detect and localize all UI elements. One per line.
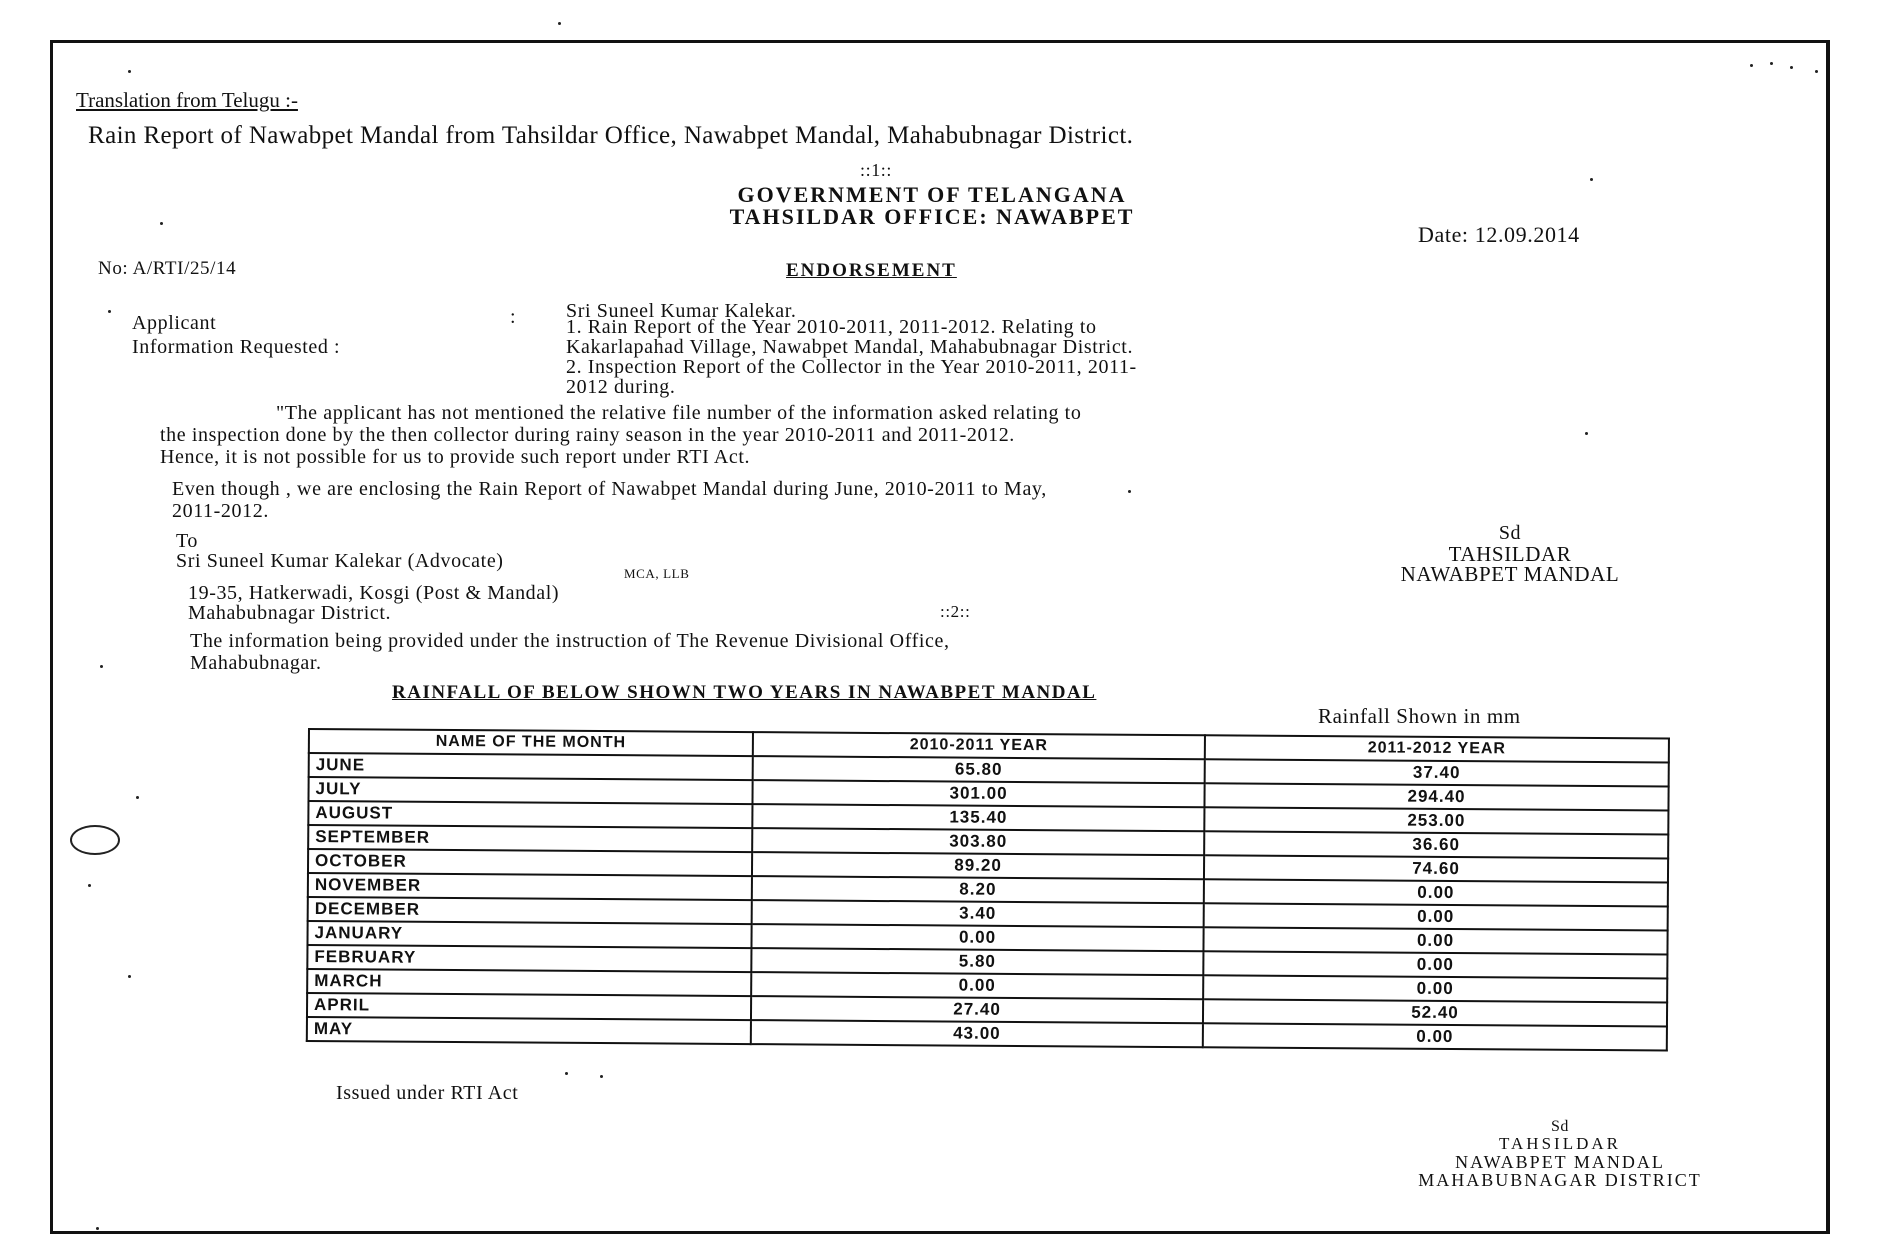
office-heading: TAHSILDAR OFFICE: NAWABPET <box>729 204 1135 229</box>
applicant-colon: : <box>510 306 517 328</box>
rainfall-2010-2011-cell: 89.20 <box>752 852 1204 879</box>
applicant-label: Applicant <box>132 312 217 334</box>
month-cell: MARCH <box>307 969 751 996</box>
info-requested-label: Information Requested : <box>132 336 341 358</box>
rainfall-2011-2012-cell: 37.40 <box>1205 759 1669 786</box>
table-title: RAINFALL OF BELOW SHOWN TWO YEARS IN NAWABPET MANDAL <box>392 682 1097 703</box>
info-requested-line-2: Kakarlapahad Village, Nawabpet Mandal, Mahabubnagar District. <box>566 336 1134 358</box>
paragraph-1-line-2: the inspection done by the then collector during rainy season in the year 2010-2011 and 2011-2012. <box>160 424 1015 446</box>
document-date: Date: 12.09.2014 <box>1418 222 1580 247</box>
rainfall-2010-2011-cell: 5.80 <box>751 948 1203 975</box>
rainfall-2011-2012-cell: 0.00 <box>1203 951 1667 978</box>
government-heading: GOVERNMENT OF TELANGANA <box>737 182 1127 207</box>
month-cell: SEPTEMBER <box>308 825 752 852</box>
month-cell: JUNE <box>309 753 753 780</box>
month-cell: OCTOBER <box>308 849 752 876</box>
rainfall-2011-2012-cell: 0.00 <box>1203 927 1667 954</box>
bottom-signature-title: TAHSILDAR <box>1499 1134 1621 1153</box>
applicant-name: Sri Suneel Kumar Kalekar. <box>566 300 797 322</box>
page-marker-1: ::1:: <box>860 160 893 180</box>
rainfall-2011-2012-cell: 294.40 <box>1204 783 1668 810</box>
month-cell: JULY <box>308 777 752 804</box>
month-cell: MAY <box>307 1017 751 1044</box>
to-label: To <box>176 530 199 552</box>
addressee-address-2: Mahabubnagar District. <box>188 602 392 624</box>
paragraph-1-line-3: Hence, it is not possible for us to provide such report under RTI Act. <box>160 446 751 468</box>
translation-note: Translation from Telugu :- <box>76 88 298 112</box>
month-cell: AUGUST <box>308 801 752 828</box>
bottom-signature-sd: Sd <box>1550 1118 1570 1135</box>
rainfall-2011-2012-cell: 0.00 <box>1203 1023 1667 1050</box>
report-title-line: Rain Report of Nawabpet Mandal from Tahsildar Office, Nawabpet Mandal, Mahabubnagar District. <box>88 122 1134 149</box>
bottom-signature-district: MAHABUBNAGAR DISTRICT <box>1418 1170 1702 1190</box>
endorsement-heading: ENDORSEMENT <box>786 260 957 281</box>
rainfall-2010-2011-cell: 303.80 <box>752 828 1204 855</box>
addressee-address-1: 19-35, Hatkerwadi, Kosgi (Post & Mandal) <box>188 582 560 604</box>
rainfall-2010-2011-cell: 27.40 <box>751 996 1203 1023</box>
rainfall-2010-2011-cell: 3.40 <box>752 900 1204 927</box>
paragraph-1-line-1: "The applicant has not mentioned the relative file number of the information asked relating to <box>276 402 1082 424</box>
column-header-month: NAME OF THE MONTH <box>309 729 753 756</box>
rainfall-2011-2012-cell: 0.00 <box>1204 879 1668 906</box>
rainfall-2010-2011-cell: 8.20 <box>752 876 1204 903</box>
rainfall-2011-2012-cell: 0.00 <box>1203 975 1667 1002</box>
month-cell: FEBRUARY <box>307 945 751 972</box>
info-provided-line-1: The information being provided under the instruction of The Revenue Divisional Office, <box>190 630 950 652</box>
column-header-2010-2011: 2010-2011 YEAR <box>753 732 1205 759</box>
info-requested-line-1: 1. Rain Report of the Year 2010-2011, 2011-2012. Relating to <box>566 316 1097 338</box>
issued-note: Issued under RTI Act <box>336 1082 519 1104</box>
month-cell: NOVEMBER <box>308 873 752 900</box>
bottom-signature-office: NAWABPET MANDAL <box>1455 1152 1665 1172</box>
addressee-name: Sri Suneel Kumar Kalekar (Advocate) <box>176 550 504 572</box>
rainfall-2011-2012-cell: 74.60 <box>1204 855 1668 882</box>
addressee-degree: MCA, LLB <box>624 566 690 581</box>
signature-office: NAWABPET MANDAL <box>1400 562 1620 586</box>
column-header-2011-2012: 2011-2012 YEAR <box>1205 735 1669 762</box>
info-requested-line-3: 2. Inspection Report of the Collector in the Year 2010-2011, 2011- <box>566 356 1137 378</box>
reference-number: No: A/RTI/25/14 <box>98 258 237 279</box>
info-provided-line-2: Mahabubnagar. <box>190 652 322 674</box>
units-note: Rainfall Shown in mm <box>1318 704 1521 728</box>
paragraph-2-line-1: Even though , we are enclosing the Rain Report of Nawabpet Mandal during June, 2010-2011 to May, <box>172 478 1047 500</box>
rainfall-2011-2012-cell: 253.00 <box>1204 807 1668 834</box>
rainfall-2011-2012-cell: 52.40 <box>1203 999 1667 1026</box>
signature-title: TAHSILDAR <box>1448 542 1572 566</box>
info-requested-line-4: 2012 during. <box>566 376 676 398</box>
rainfall-2011-2012-cell: 36.60 <box>1204 831 1668 858</box>
month-cell: JANUARY <box>307 921 751 948</box>
rainfall-2011-2012-cell: 0.00 <box>1204 903 1668 930</box>
signature-sd: Sd <box>1498 522 1522 544</box>
rainfall-2010-2011-cell: 0.00 <box>751 972 1203 999</box>
rainfall-2010-2011-cell: 135.40 <box>752 804 1204 831</box>
rainfall-2010-2011-cell: 301.00 <box>752 780 1204 807</box>
rainfall-2010-2011-cell: 65.80 <box>753 756 1205 783</box>
rainfall-2010-2011-cell: 43.00 <box>751 1020 1203 1047</box>
month-cell: APRIL <box>307 993 751 1020</box>
rainfall-table <box>306 728 1670 1052</box>
paragraph-2-line-2: 2011-2012. <box>172 500 269 522</box>
rainfall-2010-2011-cell: 0.00 <box>751 924 1203 951</box>
pen-circle-mark <box>70 825 120 855</box>
month-cell: DECEMBER <box>308 897 752 924</box>
page-marker-2: ::2:: <box>940 602 971 621</box>
